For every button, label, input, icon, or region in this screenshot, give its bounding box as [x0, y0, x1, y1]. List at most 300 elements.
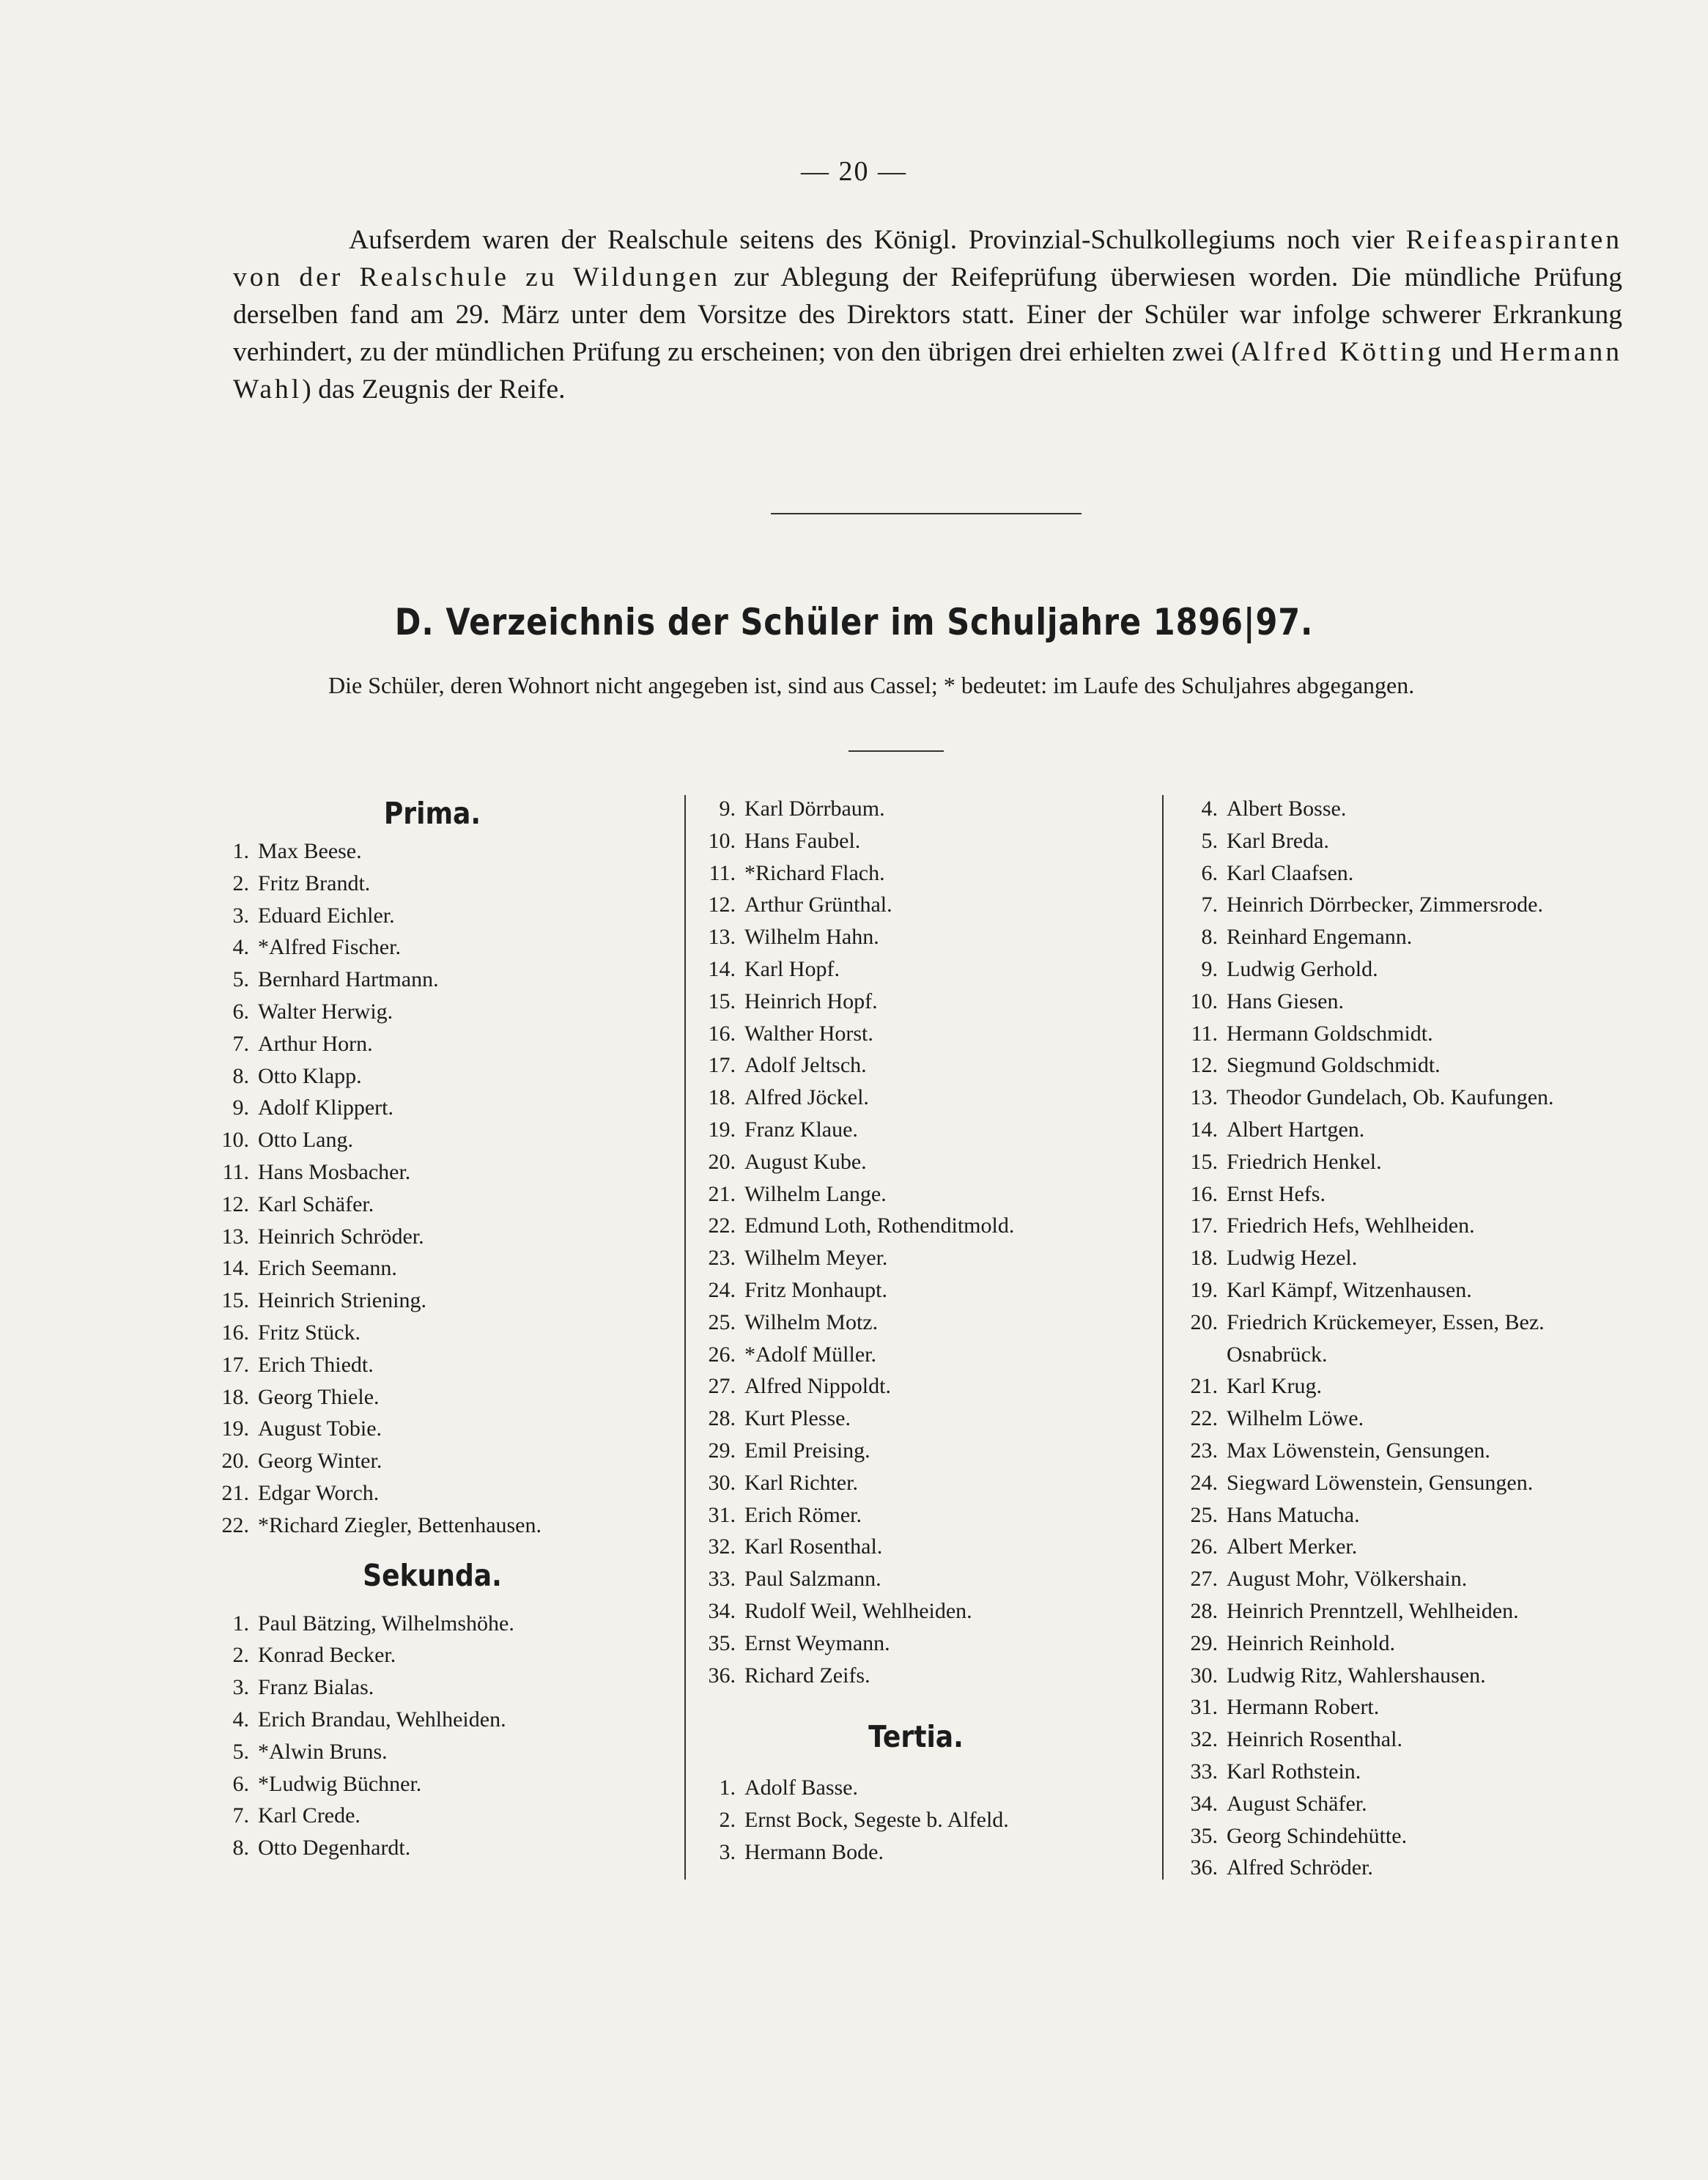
student-entry [1167, 1403, 1672, 1435]
student-number: 19. [708, 1117, 736, 1142]
student-number: 9. [232, 1095, 249, 1120]
student-name: Karl Breda. [1227, 828, 1329, 853]
student-entry [205, 1736, 674, 1768]
student-number: 19. [1190, 1277, 1218, 1302]
student-name: Emil Preising. [744, 1438, 870, 1463]
student-entry [1167, 953, 1672, 986]
student-name: Wilhelm Lange. [744, 1181, 887, 1206]
student-entry [689, 793, 1158, 825]
student-number: 34. [1190, 1791, 1218, 1816]
student-name: Ernst Bock, Segeste b. Alfeld. [744, 1808, 1009, 1833]
student-name: Heinrich Schröder. [258, 1224, 424, 1249]
column-2 [689, 793, 1158, 1869]
student-entry [205, 964, 674, 996]
student-number: 36. [1190, 1855, 1218, 1880]
student-entry [1167, 793, 1672, 825]
student-number: 5. [232, 1739, 249, 1764]
student-name: Osnabrück. [1227, 1342, 1328, 1367]
tertia-list [689, 1772, 1158, 1868]
student-entry [205, 1510, 674, 1542]
student-entry [1167, 1691, 1672, 1723]
student-entry [689, 1339, 1158, 1371]
student-entry [689, 1370, 1158, 1403]
student-name: Hans Giesen. [1227, 989, 1344, 1013]
section-heading: D. Verzeichnis der Schüler im Schuljahre 1896|97. [394, 601, 1314, 643]
intro-name-koetting: Alfred Kötting [1240, 337, 1444, 367]
student-name: Paul Salzmann. [744, 1567, 881, 1592]
student-number: 9. [1201, 956, 1218, 981]
student-name: *Adolf Müller. [744, 1342, 876, 1367]
student-name: Hermann Bode. [744, 1839, 884, 1864]
student-entry [689, 1114, 1158, 1146]
student-number: 21. [1190, 1374, 1218, 1399]
student-number: 27. [1190, 1567, 1218, 1592]
student-entry [205, 868, 674, 900]
student-name: Reinhard Engemann. [1227, 925, 1413, 950]
student-name: Wilhelm Löwe. [1227, 1406, 1364, 1431]
student-number: 35. [1190, 1823, 1218, 1848]
student-name: *Alfred Fischer. [258, 935, 401, 960]
student-number: 26. [1190, 1534, 1218, 1559]
student-entry [689, 1274, 1158, 1307]
student-number: 21. [221, 1480, 249, 1505]
student-entry [689, 1772, 1158, 1804]
student-name: Karl Hopf. [744, 956, 840, 981]
student-name: Heinrich Prenntzell, Wehlheiden. [1227, 1598, 1519, 1623]
intro-text-2: zur Ablegung der Reifeprüfung überwiesen worden. Die mündliche Prüfung derselben fand am 29. März unter dem Vorsitze des Direktors statt. Einer der Schüler war infolge schwerer Erkrankung verhindert, zu der mündlichen Prüfung zu erscheinen; von den übrigen drei erhielten zwei ( [233, 262, 1622, 367]
student-number: 14. [708, 956, 736, 981]
student-name: Ludwig Hezel. [1227, 1246, 1358, 1271]
student-name: August Schäfer. [1227, 1791, 1367, 1816]
student-name: Ludwig Ritz, Wahlershausen. [1227, 1663, 1486, 1688]
student-name: Erich Seemann. [258, 1256, 397, 1281]
student-name: *Richard Ziegler, Bettenhausen. [258, 1512, 541, 1537]
student-number: 1. [719, 1776, 736, 1800]
student-number: 21. [708, 1181, 736, 1206]
student-name: Erich Römer. [744, 1502, 862, 1527]
intro-text-3: und [1443, 337, 1500, 367]
student-name: Erich Brandau, Wehlheiden. [258, 1707, 506, 1732]
student-entry [1167, 1242, 1672, 1274]
student-entry [689, 1467, 1158, 1499]
student-number: 4. [232, 1707, 249, 1732]
intro-text-4: ) das Zeugnis der Reife. [302, 374, 566, 404]
student-entry [1167, 1467, 1672, 1499]
student-entry [205, 1639, 674, 1671]
student-entry [205, 900, 674, 932]
student-number: 13. [1190, 1085, 1218, 1110]
student-name: Albert Hartgen. [1227, 1117, 1365, 1142]
student-entry [689, 1499, 1158, 1531]
student-name: Max Beese. [258, 839, 362, 863]
student-entry [205, 1413, 674, 1445]
student-number: 4. [232, 935, 249, 960]
student-number: 30. [1190, 1663, 1218, 1688]
student-entry [1167, 1114, 1672, 1146]
student-entry [1167, 1852, 1672, 1884]
student-entry [205, 835, 674, 868]
student-name: Otto Lang. [258, 1128, 353, 1153]
student-entry [689, 1563, 1158, 1595]
student-entry [689, 1178, 1158, 1211]
intro-text-1: Aufserdem waren der Realschule seitens des Königl. Provinzial-Schulkollegiums noch vier [349, 225, 1406, 255]
student-number: 8. [232, 1836, 249, 1861]
student-entry [205, 1285, 674, 1317]
student-name: Franz Klaue. [744, 1117, 858, 1142]
student-entry [1167, 1595, 1672, 1627]
student-number: 28. [708, 1406, 736, 1431]
student-name: Georg Winter. [258, 1449, 382, 1474]
sekunda-continued-list [689, 793, 1158, 1691]
student-name: *Richard Flach. [744, 860, 885, 885]
student-entry [689, 1018, 1158, 1050]
student-entry [1167, 1339, 1672, 1371]
section-legend: Die Schüler, deren Wohnort nicht angegeben ist, sind aus Cassel; * bedeutet: im Laufe des Schuljahres abgegangen. [328, 672, 1415, 698]
column-divider-2 [1162, 795, 1164, 1880]
student-entry [1167, 1370, 1672, 1403]
student-entry [689, 857, 1158, 890]
class-heading-prima: Prima. [383, 796, 481, 831]
student-number: 23. [708, 1246, 736, 1271]
student-name: Georg Schindehütte. [1227, 1823, 1408, 1848]
student-entry [1167, 1788, 1672, 1820]
student-entry [205, 1381, 674, 1414]
student-entry [205, 1124, 674, 1156]
intro-name-wahl: Hermann Wahl [233, 337, 1623, 404]
student-number: 16. [221, 1320, 249, 1345]
student-entry [205, 1704, 674, 1736]
student-name: Rudolf Weil, Wehlheiden. [744, 1598, 972, 1623]
student-entry [1167, 1178, 1672, 1211]
column-divider-1 [684, 795, 686, 1880]
student-entry [1167, 1563, 1672, 1595]
student-name: Alfred Jöckel. [744, 1085, 869, 1110]
student-number: 8. [232, 1063, 249, 1088]
student-number: 29. [708, 1438, 736, 1463]
student-number: 33. [1190, 1759, 1218, 1784]
student-name: Siegward Löwenstein, Gensungen. [1227, 1470, 1534, 1495]
student-number: 11. [709, 860, 736, 885]
student-name: Kurt Plesse. [744, 1406, 851, 1431]
student-entry [689, 921, 1158, 953]
student-name: Eduard Eichler. [258, 903, 395, 928]
student-name: Heinrich Rosenthal. [1227, 1727, 1402, 1752]
student-number: 20. [1190, 1309, 1218, 1334]
student-name: Hermann Goldschmidt. [1227, 1021, 1433, 1046]
tertia-continued-list [1167, 793, 1672, 1884]
student-entry [205, 1221, 674, 1253]
student-number: 7. [232, 1031, 249, 1056]
student-entry [689, 1836, 1158, 1869]
student-number: 32. [1190, 1727, 1218, 1752]
student-number: 22. [1190, 1406, 1218, 1431]
student-entry [689, 1210, 1158, 1242]
student-entry [205, 1477, 674, 1510]
student-name: Otto Klapp. [258, 1063, 362, 1088]
student-name: Karl Krug. [1227, 1374, 1322, 1399]
student-name: Albert Bosse. [1227, 797, 1347, 821]
student-number: 24. [1190, 1470, 1218, 1495]
student-number: 30. [708, 1470, 736, 1495]
student-name: Adolf Basse. [744, 1776, 858, 1800]
student-entry [1167, 889, 1672, 921]
student-entry [1167, 1531, 1672, 1563]
student-number: 17. [221, 1352, 249, 1377]
student-number: 26. [708, 1342, 736, 1367]
student-name: Karl Rothstein. [1227, 1759, 1361, 1784]
student-number: 18. [708, 1085, 736, 1110]
class-heading-sekunda: Sekunda. [363, 1557, 502, 1593]
student-name: Erich Thiedt. [258, 1352, 374, 1377]
student-number: 18. [1190, 1246, 1218, 1271]
student-number: 13. [708, 925, 736, 950]
student-entry [205, 1156, 674, 1189]
student-entry [1167, 1756, 1672, 1788]
student-entry [205, 996, 674, 1028]
student-entry [1167, 1082, 1672, 1114]
student-number: 15. [221, 1288, 249, 1313]
student-number: 20. [708, 1149, 736, 1174]
student-name: Karl Rosenthal. [744, 1534, 883, 1559]
sekunda-list [205, 1608, 674, 1864]
student-name: Georg Thiele. [258, 1384, 380, 1409]
student-name: Siegmund Goldschmidt. [1227, 1053, 1441, 1078]
student-name: Fritz Brandt. [258, 871, 371, 895]
student-entry [1167, 1723, 1672, 1756]
student-entry [1167, 921, 1672, 953]
student-number: 23. [1190, 1438, 1218, 1463]
student-number: 22. [708, 1213, 736, 1238]
student-name: Ludwig Gerhold. [1227, 956, 1378, 981]
student-name: Otto Degenhardt. [258, 1836, 411, 1861]
student-entry [689, 1242, 1158, 1274]
student-name: Arthur Horn. [258, 1031, 373, 1056]
student-entry [205, 1317, 674, 1349]
student-entry [1167, 857, 1672, 890]
student-name: Fritz Monhaupt. [744, 1277, 887, 1302]
class-heading-tertia: Tertia. [868, 1719, 964, 1755]
student-number: 12. [1190, 1053, 1218, 1078]
student-number: 11. [222, 1159, 249, 1184]
student-name: Adolf Jeltsch. [744, 1053, 867, 1078]
student-entry [205, 1189, 674, 1221]
separator-rule [771, 513, 1082, 514]
student-name: Wilhelm Hahn. [744, 925, 879, 950]
student-entry [1167, 1435, 1672, 1467]
student-number: 5. [1201, 828, 1218, 853]
student-name: Hans Faubel. [744, 828, 861, 853]
student-name: Fritz Stück. [258, 1320, 361, 1345]
student-entry [205, 1768, 674, 1800]
student-name: Wilhelm Motz. [744, 1309, 879, 1334]
column-1 [205, 793, 674, 1864]
student-entry [689, 1660, 1158, 1692]
student-entry [205, 1028, 674, 1060]
student-name: Friedrich Hefs, Wehlheiden. [1227, 1213, 1475, 1238]
student-name: Karl Schäfer. [258, 1191, 374, 1216]
student-name: Ernst Weymann. [744, 1630, 890, 1655]
student-number: 25. [1190, 1502, 1218, 1527]
student-number: 16. [708, 1021, 736, 1046]
student-number: 16. [1190, 1181, 1218, 1206]
prima-list [205, 835, 674, 1542]
student-entry [1167, 1499, 1672, 1531]
page-number: — 20 — [801, 156, 907, 187]
student-number: 12. [221, 1191, 249, 1216]
student-number: 7. [232, 1803, 249, 1828]
student-number: 36. [708, 1663, 736, 1688]
student-name: Wilhelm Meyer. [744, 1246, 888, 1271]
student-number: 2. [719, 1808, 736, 1833]
student-name: *Ludwig Büchner. [258, 1771, 422, 1796]
student-name: Richard Zeifs. [744, 1663, 870, 1688]
student-entry [1167, 1210, 1672, 1242]
student-name: August Tobie. [258, 1416, 382, 1441]
student-number: 15. [708, 989, 736, 1013]
student-name: Hans Matucha. [1227, 1502, 1360, 1527]
student-number: 10. [708, 828, 736, 853]
student-entry [1167, 1018, 1672, 1050]
student-name: Heinrich Dörrbecker, Zimmersrode. [1227, 893, 1543, 917]
student-entry [689, 1595, 1158, 1627]
student-name: Hans Mosbacher. [258, 1159, 411, 1184]
student-entry [205, 1671, 674, 1704]
student-number: 3. [232, 1675, 249, 1700]
student-number: 6. [232, 999, 249, 1024]
student-number: 14. [1190, 1117, 1218, 1142]
student-number: 24. [708, 1277, 736, 1302]
student-name: Edgar Worch. [258, 1480, 380, 1505]
student-number: 27. [708, 1374, 736, 1399]
student-number: 18. [221, 1384, 249, 1409]
student-number: 12. [708, 893, 736, 917]
student-entry [205, 931, 674, 964]
student-entry [1167, 825, 1672, 857]
student-name: August Mohr, Völkershain. [1227, 1567, 1468, 1592]
student-name: Max Löwenstein, Gensungen. [1227, 1438, 1490, 1463]
student-number: 22. [221, 1512, 249, 1537]
student-entry [205, 1252, 674, 1285]
student-entry [1167, 1274, 1672, 1307]
student-number: 2. [232, 871, 249, 895]
student-number: 11. [1191, 1021, 1218, 1046]
student-number: 1. [232, 839, 249, 863]
student-number: 19. [221, 1416, 249, 1441]
student-number: 7. [1201, 893, 1218, 917]
student-number: 14. [221, 1256, 249, 1281]
student-number: 32. [708, 1534, 736, 1559]
student-entry [689, 1307, 1158, 1339]
student-number: 1. [232, 1611, 249, 1636]
student-name: Heinrich Reinhold. [1227, 1630, 1395, 1655]
student-number: 17. [708, 1053, 736, 1078]
student-entry [205, 1349, 674, 1381]
student-name: Heinrich Hopf. [744, 989, 878, 1013]
student-number: 17. [1190, 1213, 1218, 1238]
student-number: 3. [719, 1839, 736, 1864]
student-number: 2. [232, 1643, 249, 1668]
student-entry [1167, 986, 1672, 1018]
student-entry [689, 953, 1158, 986]
student-name: Franz Bialas. [258, 1675, 374, 1700]
student-number: 34. [708, 1598, 736, 1623]
student-number: 6. [1201, 860, 1218, 885]
student-name: *Alwin Bruns. [258, 1739, 388, 1764]
student-name: Karl Claafsen. [1227, 860, 1354, 885]
student-entry [689, 1049, 1158, 1082]
student-entry [689, 1627, 1158, 1660]
student-number: 9. [719, 797, 736, 821]
intro-paragraph [233, 221, 1622, 408]
student-name: Heinrich Striening. [258, 1288, 426, 1313]
student-entry [205, 1832, 674, 1864]
student-number: 29. [1190, 1630, 1218, 1655]
student-entry [689, 1804, 1158, 1836]
student-entry [205, 1445, 674, 1477]
student-number: 31. [708, 1502, 736, 1527]
student-entry [689, 889, 1158, 921]
student-entry [205, 1608, 674, 1640]
student-name: Ernst Hefs. [1227, 1181, 1326, 1206]
student-number: 15. [1190, 1149, 1218, 1174]
student-number: 25. [708, 1309, 736, 1334]
student-name: Hermann Robert. [1227, 1695, 1380, 1720]
legend-rule [849, 750, 944, 752]
student-entry [689, 825, 1158, 857]
student-number: 35. [708, 1630, 736, 1655]
student-name: Friedrich Krückemeyer, Essen, Bez. [1227, 1309, 1545, 1334]
student-entry [1167, 1307, 1672, 1339]
student-number: 10. [1190, 989, 1218, 1013]
student-name: Adolf Klippert. [258, 1095, 393, 1120]
student-number: 10. [221, 1128, 249, 1153]
student-name: Albert Merker. [1227, 1534, 1358, 1559]
student-name: August Kube. [744, 1149, 867, 1174]
student-entry [205, 1800, 674, 1832]
student-entry [689, 1082, 1158, 1114]
column-3 [1167, 793, 1672, 1884]
student-entry [1167, 1660, 1672, 1692]
student-number: 20. [221, 1449, 249, 1474]
student-number: 4. [1201, 797, 1218, 821]
student-name: Bernhard Hartmann. [258, 967, 439, 992]
student-name: Karl Kämpf, Witzenhausen. [1227, 1277, 1472, 1302]
student-name: Arthur Grünthal. [744, 893, 892, 917]
student-entry [1167, 1820, 1672, 1852]
student-name: Theodor Gundelach, Ob. Kaufungen. [1227, 1085, 1554, 1110]
student-name: Karl Dörrbaum. [744, 797, 885, 821]
student-name: Alfred Nippoldt. [744, 1374, 891, 1399]
student-name: Walther Horst. [744, 1021, 873, 1046]
student-entry [689, 1531, 1158, 1563]
student-number: 5. [232, 967, 249, 992]
student-entry [205, 1060, 674, 1093]
student-name: Walter Herwig. [258, 999, 393, 1024]
student-entry [205, 1092, 674, 1124]
student-entry [1167, 1146, 1672, 1178]
student-entry [689, 1146, 1158, 1178]
student-name: Alfred Schröder. [1227, 1855, 1373, 1880]
student-name: Karl Richter. [744, 1470, 858, 1495]
student-entry [689, 1435, 1158, 1467]
student-name: Karl Crede. [258, 1803, 361, 1828]
student-name: Konrad Becker. [258, 1643, 396, 1668]
student-number: 28. [1190, 1598, 1218, 1623]
student-name: Friedrich Henkel. [1227, 1149, 1382, 1174]
student-entry [689, 986, 1158, 1018]
student-entry [1167, 1049, 1672, 1082]
student-entry [1167, 1627, 1672, 1660]
